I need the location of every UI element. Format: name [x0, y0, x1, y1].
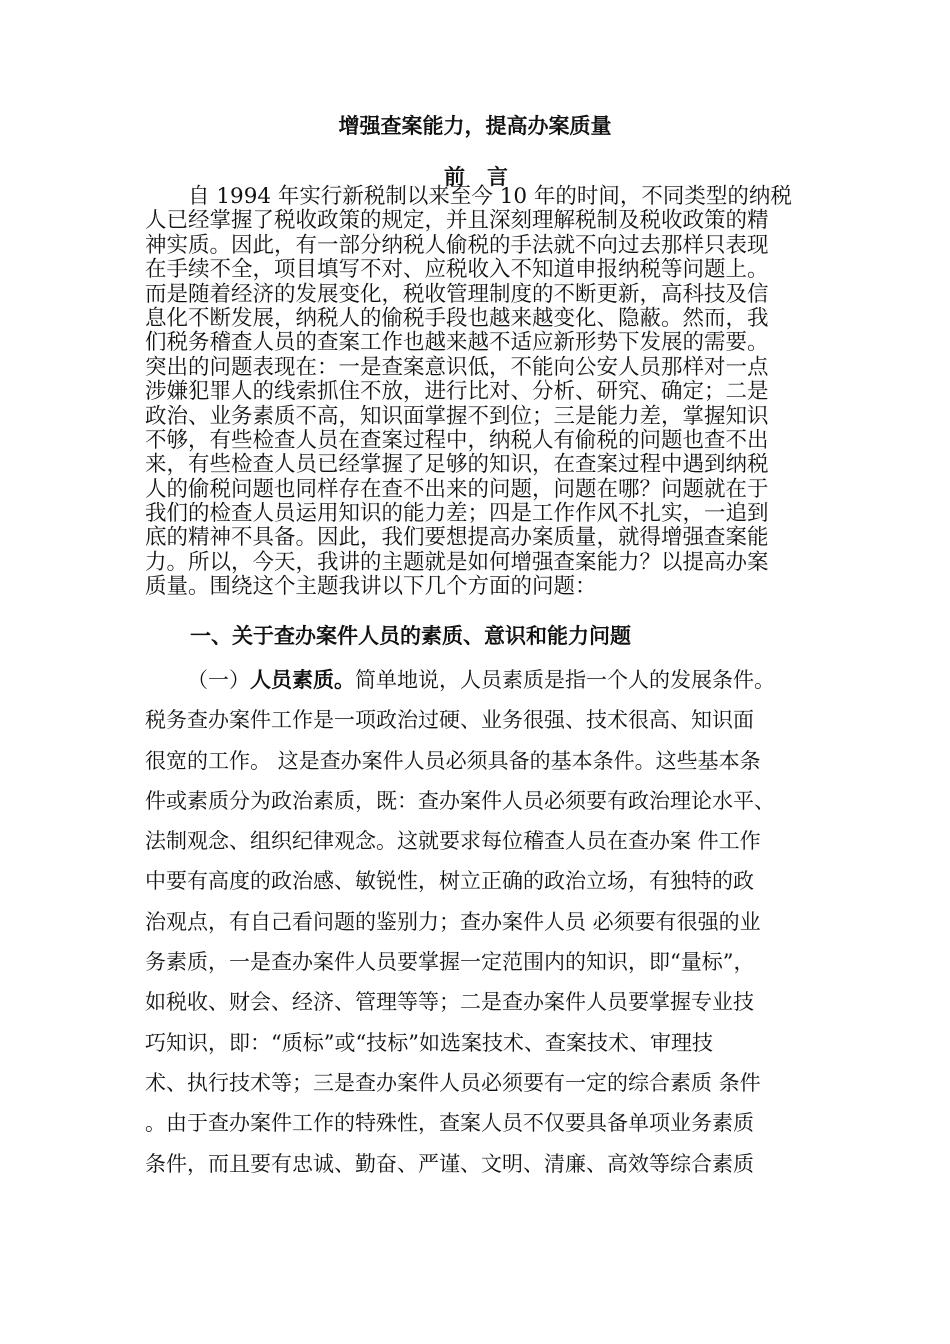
document-title: 增强查案能力，提高办案质量 — [338, 114, 612, 138]
text-line: 涉嫌犯罪人的线索抓住不放，进行比对、分析、研究、确定；二是 — [145, 379, 769, 405]
text-line: 突出的问题表现在：一是查案意识低，不能向公安人员那样对一点 — [145, 354, 769, 380]
text-line: 中要有高度的政治感、敏锐性，树立正确的政治立场，有独特的政 — [145, 869, 754, 894]
text-line: 税务查办案件工作是一项政治过硬、业务很强、技术很高、知识面 — [145, 708, 754, 733]
text-line: 术、执行技术等；三是查办案件人员必须要有一定的综合素质 条件 — [145, 1070, 761, 1095]
preface-heading: 前言 — [444, 165, 530, 189]
text-line: 人已经掌握了税收政策的规定，并且深刻理解税制及税收政策的精 — [145, 208, 769, 234]
text-line: 人的偷税问题也同样存在查不出来的问题，问题在哪？问题就在于 — [145, 476, 769, 502]
text-line: 们税务稽查人员的查案工作也越来越不适应新形势下发展的需要。 — [145, 330, 769, 356]
text-line: 底的精神不具备。因此，我们要想提高办案质量，就得增强查案能 — [145, 525, 769, 551]
text-line: 自 1994 年实行新税制以来至今 10 年的时间，不同类型的纳税 — [145, 184, 792, 209]
text-line: 巧知识，即：“质标”或“技标”如选案技术、查案技术、审理技 — [145, 1030, 713, 1055]
text-line: 我们的检查人员运用知识的能力差；四是工作作风不扎实，一追到 — [145, 501, 769, 527]
section-heading: 一、关于查办案件人员的素质、意识和能力问题 — [190, 624, 631, 648]
text-line: 。由于查办案件工作的特殊性，查案人员不仅要具备单项业务素质 — [145, 1111, 754, 1136]
text-line: 不够，有些检查人员在查案过程中，纳税人有偷税的问题也查不出 — [145, 427, 769, 453]
text-line: 力。所以，今天，我讲的主题就是如何增强查案能力？以提高办案 — [145, 549, 769, 575]
text-line: 来，有些检查人员已经掌握了足够的知识，在查案过程中遇到纳税 — [145, 452, 769, 478]
text-line: 件或素质分为政治素质，既：查办案件人员必须要有政治理论水平、 — [145, 788, 775, 813]
subsection-first-text: 简单地说，人员素质是指一个人的发展条件。 — [355, 668, 775, 692]
text-line: 质量。围绕这个主题我讲以下几个方面的问题： — [145, 574, 597, 600]
text-line: 如税收、财会、经济、管理等等；二是查办案件人员要掌握专业技 — [145, 990, 754, 1015]
text-line: 很宽的工作。 这是查办案件人员必须具备的基本条件。这些基本条 — [145, 748, 761, 773]
subsection-number: （一） — [187, 668, 250, 692]
text-line: 法制观念、组织纪律观念。这就要求每位稽查人员在查办案 件工作 — [145, 829, 761, 854]
text-line: 政治、业务素质不高，知识面掌握不到位；三是能力差，掌握知识 — [145, 403, 769, 429]
text-line: 而是随着经济的发展变化，税收管理制度的不断更新，高科技及信 — [145, 281, 769, 307]
text-line: 条件，而且要有忠诚、勤奋、严谨、文明、清廉、高效等综合素质 — [145, 1151, 754, 1176]
text-line: 治观点，有自己看问题的鉴别力；查办案件人员 必须要有很强的业 — [145, 909, 761, 934]
subsection-first-line — [145, 660, 835, 700]
section-body — [145, 660, 835, 1184]
text-line: 在手续不全，项目填写不对、应税收入不知道申报纳税等问题上。 — [145, 257, 769, 283]
subsection-title: 人员素质。 — [250, 667, 355, 692]
text-line: 息化不断发展，纳税人的偷税手段也越来越变化、隐蔽。然而，我 — [145, 305, 769, 331]
text-line: 神实质。因此，有一部分纳税人偷税的手法就不向过去那样只表现 — [145, 232, 769, 258]
text-line: 务素质，一是查办案件人员要掌握一定范围内的知识，即“量标”， — [145, 950, 755, 975]
intro-paragraph — [145, 185, 810, 600]
